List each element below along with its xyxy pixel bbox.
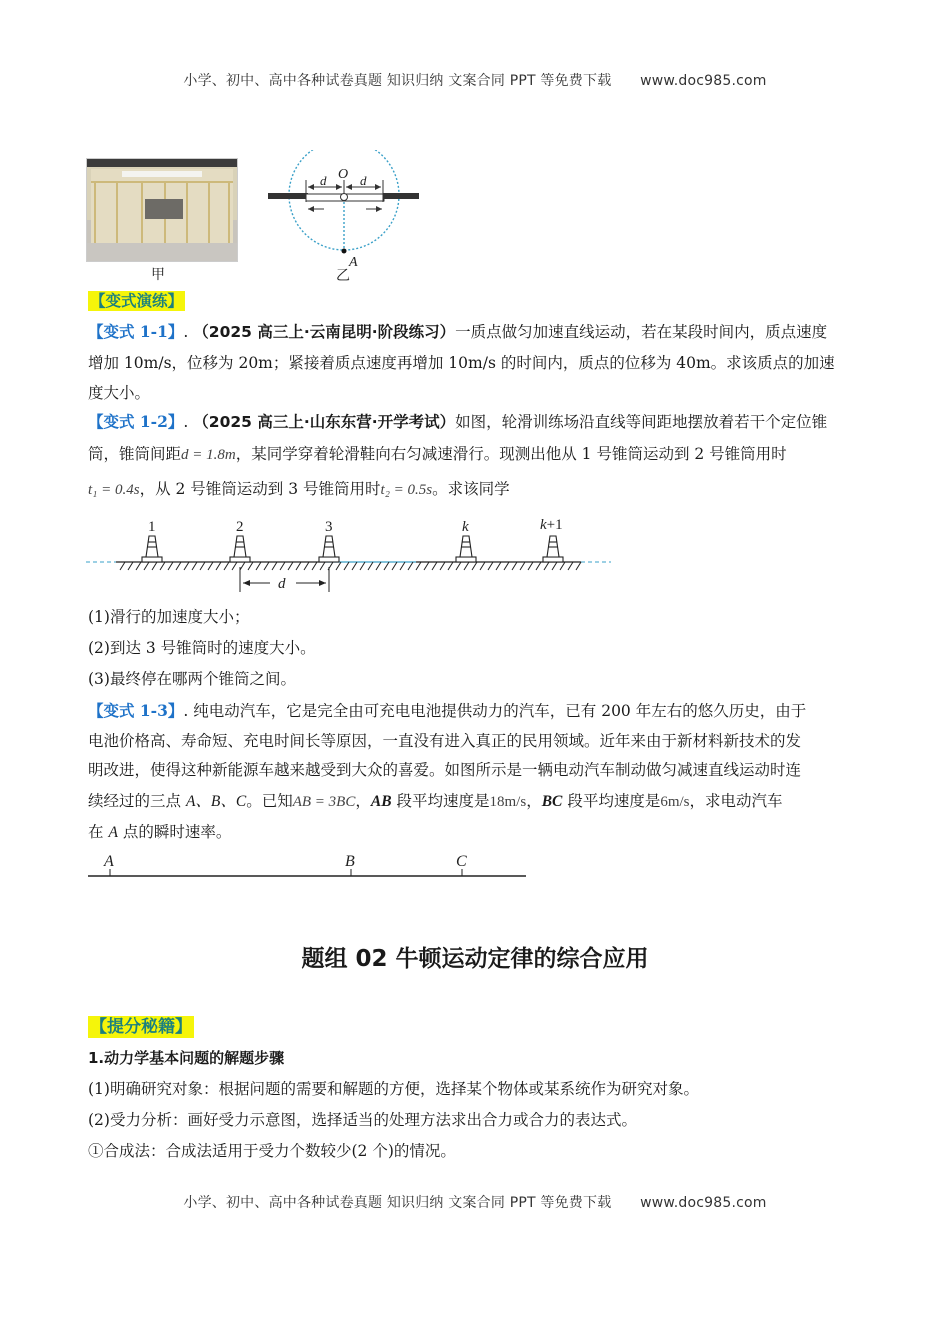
svg-text:2: 2 <box>236 519 244 535</box>
variant-1-3-line3: 明改进，使得这种新能源车越来越受到大众的喜爱。如图所示是一辆电动汽车制动做匀减速直线运动时连 <box>88 761 802 779</box>
v-ab-value: 18m/s <box>489 794 527 810</box>
door-sensor-diagram <box>262 150 432 285</box>
svg-text:C: C <box>456 853 467 870</box>
tips-item-1: (1)明确研究对象：根据问题的需要和解题的方便，选择某个物体或某系统作为研究对象。 <box>88 1080 699 1098</box>
footer-text: 小学、初中、高中各种试卷真题 知识归纳 文案合同 PPT 等免费下载 <box>183 1195 612 1211</box>
variant-1-1-line2: 增加 10m/s，位移为 20m；紧接着质点速度再增加 10m/s 的时间内，质点的位移为 40m。求该质点的加速 <box>88 354 835 372</box>
header-text: 小学、初中、高中各种试卷真题 知识归纳 文案合同 PPT 等免费下载 <box>183 73 612 89</box>
variant-1-3-label: 【变式 1-3】 <box>88 701 184 720</box>
variant-1-3-line2: 电池价格高、寿命短、充电时间长等原因，一直没有进入真正的民用领域。近年来由于新材料新技术的发 <box>88 732 802 750</box>
cone-track-diagram <box>86 512 616 592</box>
section-title: 题组 02 牛顿运动定律的综合应用 <box>301 946 649 972</box>
tips-heading: 1.动力学基本问题的解题步骤 <box>88 1049 285 1067</box>
page-footer <box>0 1192 950 1212</box>
variant-1-3-line4: 续经过的三点 A、B、C。已知AB = 3BC，AB 段平均速度是18m/s，BC 段平均速度是6m/s，求电动汽车 <box>88 792 783 810</box>
variant-1-2-line2: 筒，锥筒间距d = 1.8m，某同学穿着轮滑鞋向右匀减速滑行。现测出他从 1 号锥筒运动到 2 号锥筒用时 <box>88 445 787 463</box>
variant-1-3-line5: 在 A 点的瞬时速率。 <box>88 823 232 841</box>
svg-text:1: 1 <box>148 519 156 535</box>
variant-1-2-line3: t₁ = 0.4s，从 2 号锥筒运动到 3 号锥筒用时t₂ = 0.5s。求该同学 <box>88 480 510 498</box>
t1-expression: t₁ = 0.4s <box>88 482 140 498</box>
abc-line-diagram <box>86 848 531 883</box>
svg-text:B: B <box>345 853 355 870</box>
question-3: (3)最终停在哪两个锥筒之间。 <box>88 670 296 688</box>
svg-text:O: O <box>338 167 349 182</box>
variant-1-3-line1: 【变式 1-3】. 纯电动汽车，它是完全由可充电电池提供动力的汽车，已有 200 年左右的悠久历史，由于 <box>88 701 807 720</box>
svg-text:d: d <box>360 173 367 188</box>
tips-tag: 【提分秘籍】 <box>90 1017 192 1037</box>
d-expression: d = 1.8m <box>181 447 236 463</box>
t2-expression: t₂ = 0.5s <box>380 482 433 498</box>
variant-1-1-source: （2025 高三上·云南昆明·阶段练习） <box>193 323 456 341</box>
svg-text:A: A <box>104 853 114 870</box>
tips-item-2: (2)受力分析：画好受力示意图，选择适当的处理方法求出合力或合力的表达式。 <box>88 1111 637 1129</box>
v-bc-value: 6m/s <box>660 794 690 810</box>
svg-text:A: A <box>349 255 358 270</box>
automatic-door-photo <box>86 158 238 262</box>
header-site-link[interactable]: www.doc985.com <box>640 73 767 89</box>
door-illustration <box>87 159 237 261</box>
tips-item-3: ①合成法：合成法适用于受力个数较少(2 个)的情况。 <box>88 1142 456 1160</box>
variant-1-1-line3: 度大小。 <box>88 384 151 402</box>
variant-1-1-line1: 【变式 1-1】. （2025 高三上·云南昆明·阶段练习）一质点做匀加速直线运动，若在某段时间内，质点速度 <box>88 322 828 341</box>
variant-1-1-label: 【变式 1-1】 <box>88 322 184 341</box>
ab-bc-expression: AB = 3BC <box>292 794 356 810</box>
variant-1-2-source: （2025 高三上·山东东营·开学考试） <box>193 413 456 431</box>
figure-jia-caption: 甲 <box>151 267 165 283</box>
page-header <box>0 70 950 90</box>
svg-text:3: 3 <box>325 519 333 535</box>
footer-site-link[interactable]: www.doc985.com <box>640 1195 767 1211</box>
variant-1-2-label: 【变式 1-2】 <box>88 412 184 431</box>
svg-text:k: k <box>462 519 469 535</box>
svg-text:乙: 乙 <box>336 268 350 284</box>
svg-text:d: d <box>320 173 327 188</box>
variant-1-2-line1: 【变式 1-2】. （2025 高三上·山东东营·开学考试）如图，轮滑训练场沿直线等间距地摆放着若干个定位锥 <box>88 412 828 431</box>
svg-text:d: d <box>278 576 286 592</box>
question-2: (2)到达 3 号锥筒时的速度大小。 <box>88 639 316 657</box>
variant-practice-tag: 【变式演练】 <box>90 292 184 310</box>
question-1: (1)滑行的加速度大小； <box>88 608 250 626</box>
svg-text:k+1: k+1 <box>540 517 563 533</box>
